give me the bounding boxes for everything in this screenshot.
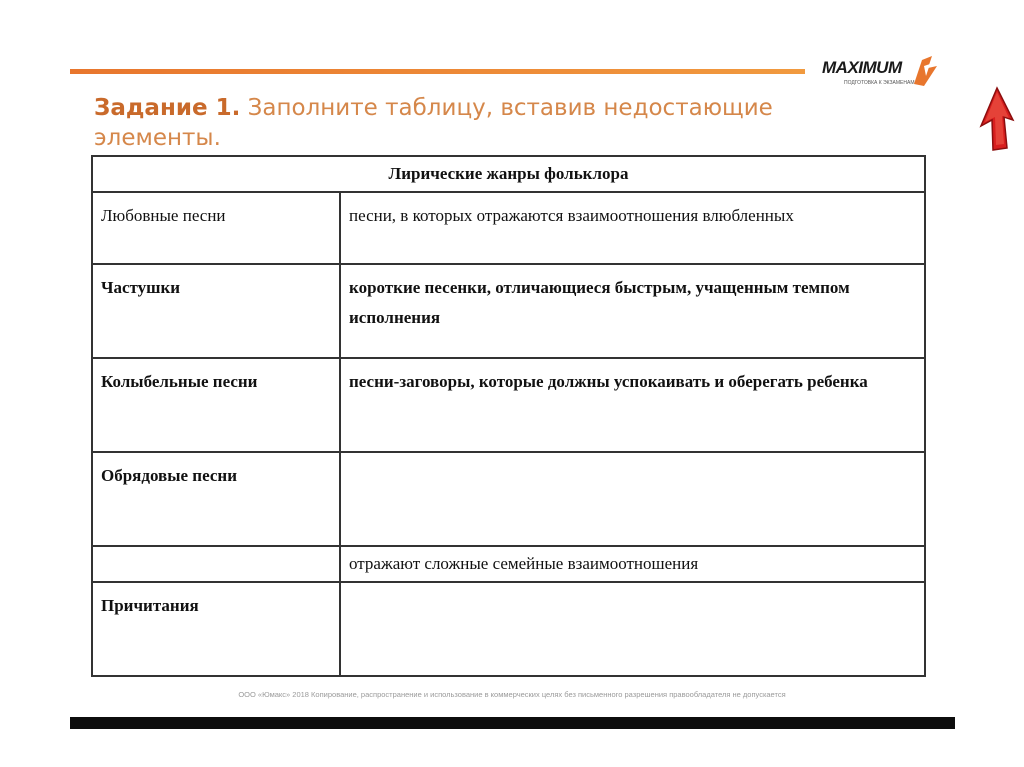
description-cell: песни-заговоры, которые должны успокаивать и оберегать ребенка [340, 358, 925, 452]
genre-cell: Любовные песни [92, 192, 340, 264]
logo-subtitle: ПОДГОТОВКА К ЭКЗАМЕНАМ [844, 80, 915, 86]
table-row [92, 582, 925, 676]
logo-text: MAXIMUM [822, 58, 902, 77]
genre-cell: Частушки [92, 264, 340, 358]
description-cell [340, 582, 925, 676]
logo-mark-icon [910, 54, 940, 88]
table-header-row [92, 156, 925, 192]
description-cell: короткие песенки, отличающиеся быстрым, учащенным темпом исполнения [340, 264, 925, 358]
genre-cell [92, 546, 340, 582]
header-rule [70, 69, 805, 74]
table-header: Лирические жанры фольклора [92, 156, 925, 192]
description-cell: отражают сложные семейные взаимоотношения [340, 546, 925, 582]
genre-cell: Обрядовые песни [92, 452, 340, 546]
page-title [94, 93, 854, 153]
table-row [92, 452, 925, 546]
red-arrow-cursor-icon [975, 86, 1015, 156]
table-row [92, 358, 925, 452]
genre-cell: Колыбельные песни [92, 358, 340, 452]
table-row [92, 192, 925, 264]
description-cell: песни, в которых отражаются взаимоотношения влюбленных [340, 192, 925, 264]
folklore-genres-table [91, 155, 926, 677]
footer-rule [70, 717, 955, 729]
title-text: Заполните таблицу, вставив недостающие элементы. [94, 95, 773, 151]
title-lead: Задание 1. [94, 95, 241, 121]
description-cell [340, 452, 925, 546]
copyright-footer: ООО «Юмакс» 2018 Копирование, распространение и использование в коммерческих целях без письменного разрешения правообладателя не допускается [238, 690, 786, 699]
table-row [92, 546, 925, 582]
maximum-logo [822, 54, 942, 94]
genre-cell: Причитания [92, 582, 340, 676]
table-row [92, 264, 925, 358]
